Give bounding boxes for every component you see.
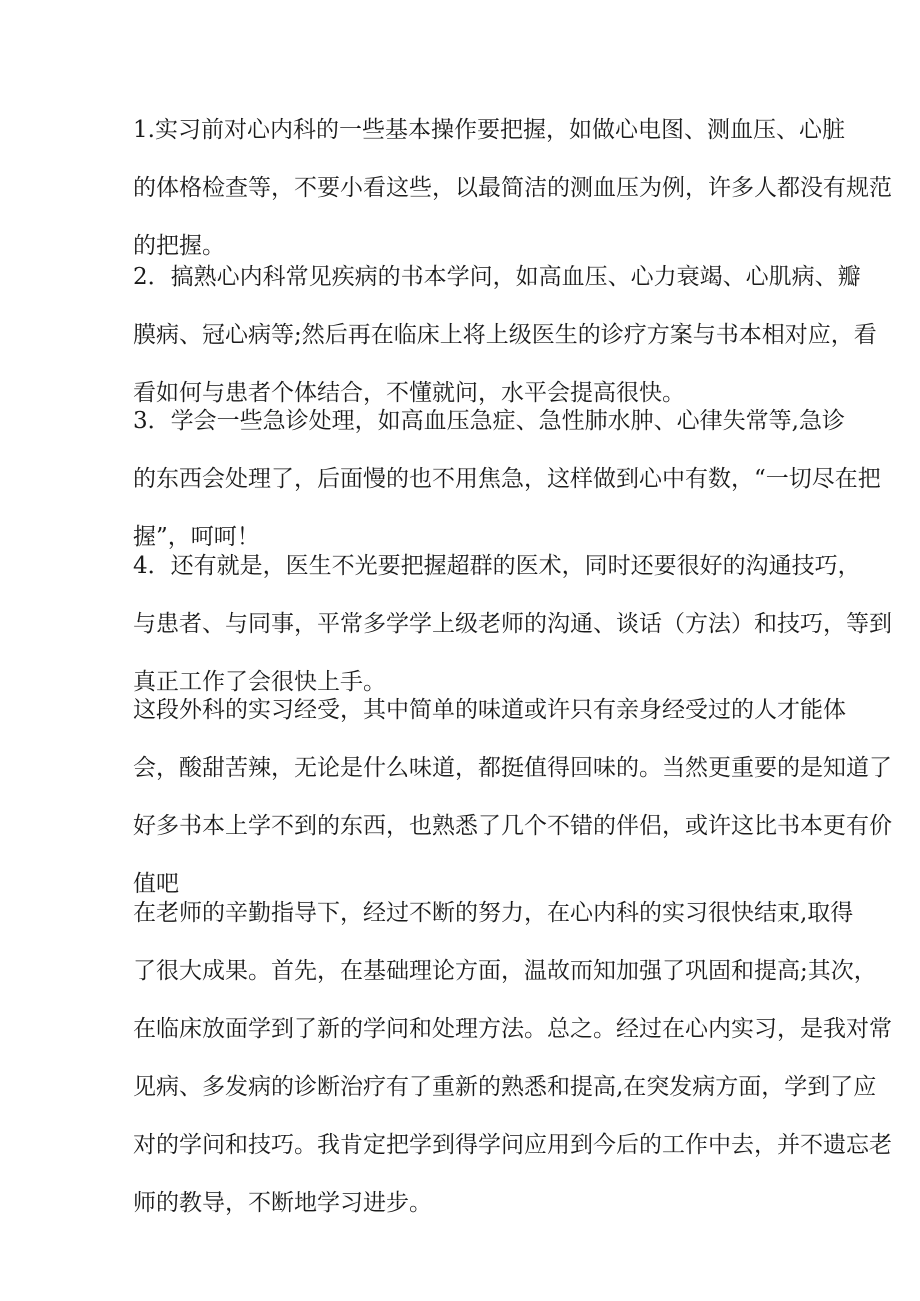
paragraph-line: 这段外科的实习经受，其中简单的味道或许只有亲身经受过的人才能体 (133, 697, 846, 723)
paragraph-line: 在老师的辛勤指导下，经过不断的努力，在心内科的实习很快结束,取得 (133, 900, 854, 926)
paragraph-line: 在临床放面学到了新的学问和处理方法。总之。经过在心内实习，是我对常 (133, 1016, 892, 1042)
paragraph-line: 真正工作了会很快上手。 (133, 669, 386, 695)
paragraph-6 (133, 884, 892, 1232)
paragraph-line: 看如何与患者个体结合，不懂就问，水平会提高很快。 (133, 380, 685, 406)
paragraph-line: 3．学会一些急诊处理，如高血压急症、急性肺水肿、心律失常等,急诊 (133, 408, 845, 434)
paragraph-line: 4．还有就是，医生不光要把握超群的医术，同时还要很好的沟通技巧， (133, 553, 861, 579)
paragraph-line: 的把握。 (133, 233, 225, 259)
paragraph-line: 会，酸甜苦辣，无论是什么味道，都挺值得回味的。当然更重要的是知道了 (133, 755, 892, 781)
paragraph-line: 2．搞熟心内科常见疾病的书本学问，如高血压、心力衰竭、心肌病、瓣 (133, 264, 861, 290)
paragraph-line: 膜病、冠心病等;然后再在临床上将上级医生的诊疗方案与书本相对应，看 (133, 322, 877, 348)
paragraph-line: 师的教导，不断地学习进步。 (133, 1190, 432, 1216)
paragraph-5 (133, 681, 892, 913)
paragraph-line: 1.实习前对心内科的一些基本操作要把握，如做心电图、测血压、心脏 (133, 117, 845, 143)
paragraph-line: 了很大成果。首先，在基础理论方面，温故而知加强了巩固和提高;其次， (133, 958, 877, 984)
paragraph-line: 与患者、与同事，平常多学学上级老师的沟通、谈话（方法）和技巧，等到 (133, 611, 892, 637)
paragraph-line: 好多书本上学不到的东西，也熟悉了几个不错的伴侣，或许这比书本更有价 (133, 813, 892, 839)
paragraph-line: 握”，呵呵！ (133, 524, 260, 550)
paragraph-line: 对的学问和技巧。我肯定把学到得学问应用到今后的工作中去，并不遗忘老 (133, 1132, 892, 1158)
paragraph-line: 见病、多发病的诊断治疗有了重新的熟悉和提高,在突发病方面，学到了应 (133, 1074, 877, 1100)
paragraph-line: 的体格检查等，不要小看这些，以最简洁的测血压为例，许多人都没有规范 (133, 175, 892, 201)
paragraph-line: 的东西会处理了，后面慢的也不用焦急，这样做到心中有数，“一切尽在把 (133, 466, 881, 492)
paragraph-line: 值吧 (133, 871, 179, 897)
